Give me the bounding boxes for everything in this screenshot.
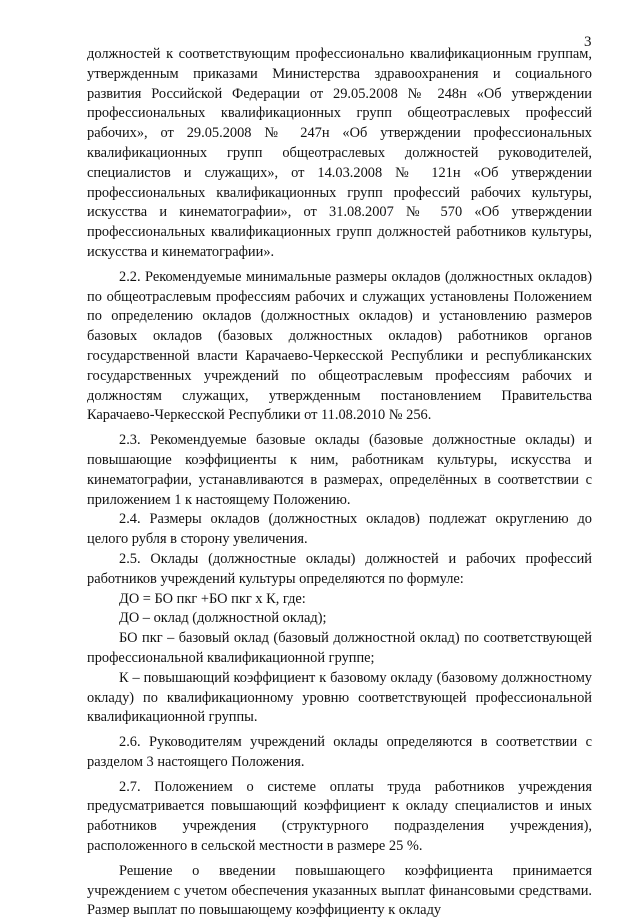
page-number: 3 [584,34,592,50]
paragraph-2-2: 2.2. Рекомендуемые минимальные размеры окладов (должностных окладов) по общеотраслевым профессиям рабочих и служащих установлены Положением по определению окладов (должностных окладов) и установлению размеров базовых окладов (базовых должностных окладов) работников органов государственной власти Карачаево-Черкесской Республики и республиканских государственных учреждений по общеотраслевым профессиям рабочих и должностям служащих, утвержденным постановлением Правительства Карачаево-Черкесской Республики от 11.08.2010 № 256. [87,268,592,424]
paragraph-decision: Решение о введении повышающего коэффициента принимается учреждением с учетом обеспечения указанных выплат финансовыми средствами. Размер выплат по повышающему коэффициенту к окладу [87,862,592,919]
formula-line: ДО = БО пкг +БО пкг х К, где: [119,590,306,607]
paragraph-2-7: 2.7. Положением о системе оплаты труда работников учреждения предусматривается повышающий коэффициент к окладу специалистов и иных работников учреждения (структурного подразделения учреждения), расположенного в сельской местности в размере 25 %. [87,778,592,855]
document-body [87,45,592,921]
paragraph-2-5: 2.5. Оклады (должностные оклады) должностей и рабочих профессий работников учреждений культуры определяются по формуле: [87,550,592,587]
formula-term-do: ДО – оклад (должностной оклад); [119,610,327,627]
formula-term-k: К – повышающий коэффициент к базовому окладу (базовому должностному окладу) по квалификационному уровню соответствующей профессиональной квалификационной группы. [87,669,592,726]
formula-term-bo: БО пкг – базовый оклад (базовый должностной оклад) по соответствующей профессиональной квалификационной группе; [87,630,592,666]
paragraph-2-4: 2.4. Размеры окладов (должностных окладов) подлежат округлению до целого рубля в сторону увеличения. [87,511,592,548]
paragraph-2-3: 2.3. Рекомендуемые базовые оклады (базовые должностные оклады) и повышающие коэффициенты к ним, работникам культуры, искусства и кинематографии, устанавливаются в размерах, определённых в соответствии с приложением 1 к настоящему Положению. [87,432,592,508]
paragraph-2-6: 2.6. Руководителям учреждений оклады определяются в соответствии с разделом 3 настоящего Положения. [87,734,592,770]
paragraph-continuation: должностей к соответствующим профессионально квалификационным группам, утвержденным приказами Министерства здравоохранения и социального развития Российской Федерации от 29.05.2008 № 248н «Об утверждении профессиональных квалификационных групп общеотраслевых профессий рабочих», от 29.05.2008 № 247н «Об утверждении профессиональных квалификационных групп общеотраслевых должностей руководителей, специалистов и служащих», от 14.03.2008 № 121н «Об утверждении профессиональных квалификационных групп профессий рабочих культуры, искусства и кинематографии», от 31.08.2007 № 570 «Об утверждении профессиональных квалификационных групп должностей работников культуры, искусства и кинематографии». [87,46,592,260]
